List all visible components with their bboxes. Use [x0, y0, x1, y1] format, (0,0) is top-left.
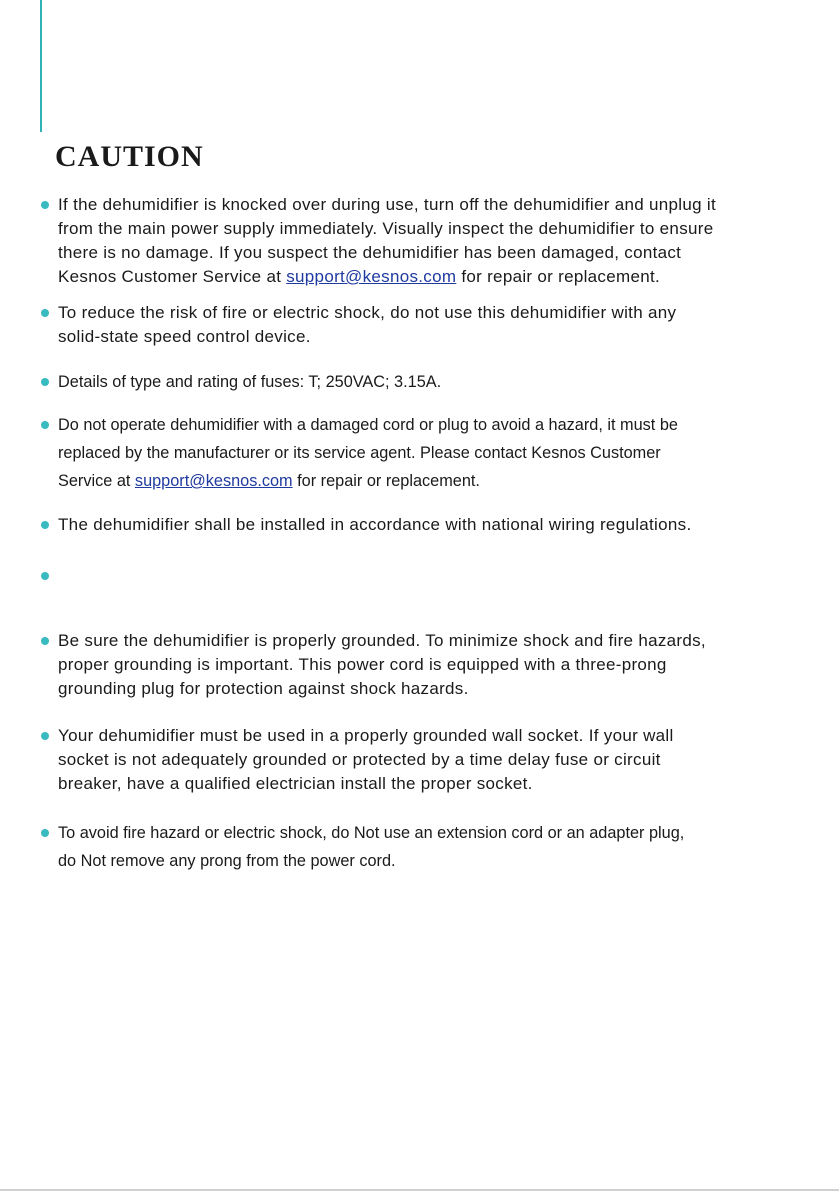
bullet-icon [41, 378, 49, 386]
bullet-icon [41, 521, 49, 529]
item-line: proper grounding is important. This power cord is equipped with a three-prong [58, 655, 667, 674]
bullet-icon [41, 732, 49, 740]
item-line: If the dehumidifier is knocked over during use, turn off the dehumidifier and unplug it [58, 195, 716, 214]
item-text: for repair or replacement. [292, 472, 480, 490]
support-email-link[interactable]: support@kesnos.com [134, 472, 293, 490]
bullet-icon [41, 637, 49, 645]
item-line: replaced by the manufacturer or its service agent. Please contact Kesnos Customer [58, 444, 661, 462]
support-email-link[interactable]: support@kesnos.com [286, 267, 457, 286]
caution-item-knocked-over [58, 193, 818, 289]
item-line: To avoid fire hazard or electric shock, do Not use an extension cord or an adapter plug, [58, 824, 685, 842]
item-line: The dehumidifier shall be installed in accordance with national wiring regulations. [58, 515, 692, 534]
item-line [58, 467, 818, 495]
item-line: there is no damage. If you suspect the dehumidifier has been damaged, contact [58, 243, 682, 262]
item-line: To reduce the risk of fire or electric shock, do not use this dehumidifier with any [58, 303, 677, 322]
side-accent-rule [40, 0, 42, 132]
item-line: solid-state speed control device. [58, 327, 311, 346]
item-line: grounding plug for protection against shock hazards. [58, 679, 469, 698]
item-line: socket is not adequately grounded or protected by a time delay fuse or circuit [58, 750, 661, 769]
item-line: Details of type and rating of fuses: T; 250VAC; 3.15A. [58, 373, 442, 391]
item-text: Kesnos Customer Service at [58, 267, 287, 286]
bullet-icon [41, 201, 49, 209]
item-line: from the main power supply immediately. Visually inspect the dehumidifier to ensure [58, 219, 714, 238]
item-text: Service at [58, 472, 135, 490]
item-line: Your dehumidifier must be used in a properly grounded wall socket. If your wall [58, 726, 674, 745]
item-line [58, 265, 818, 289]
caution-item-extension-cord [58, 819, 818, 875]
caution-item-wall-socket [58, 724, 818, 796]
bullet-icon [41, 309, 49, 317]
caution-item-wiring-regulations [58, 513, 818, 537]
item-line: breaker, have a qualified electrician install the proper socket. [58, 774, 533, 793]
bullet-icon [41, 572, 49, 580]
item-line: do Not remove any prong from the power cord. [58, 852, 396, 870]
item-line: Do not operate dehumidifier with a damaged cord or plug to avoid a hazard, it must be [58, 416, 678, 434]
caution-item-grounding [58, 629, 818, 701]
bullet-icon [41, 829, 49, 837]
item-text: for repair or replacement. [456, 267, 660, 286]
page-title: CAUTION [55, 140, 204, 173]
bullet-icon [41, 421, 49, 429]
caution-item-damaged-cord [58, 411, 818, 495]
item-line: Be sure the dehumidifier is properly grounded. To minimize shock and fire hazards, [58, 631, 706, 650]
caution-item-speed-control [58, 301, 818, 349]
caution-item-fuses [58, 370, 818, 394]
